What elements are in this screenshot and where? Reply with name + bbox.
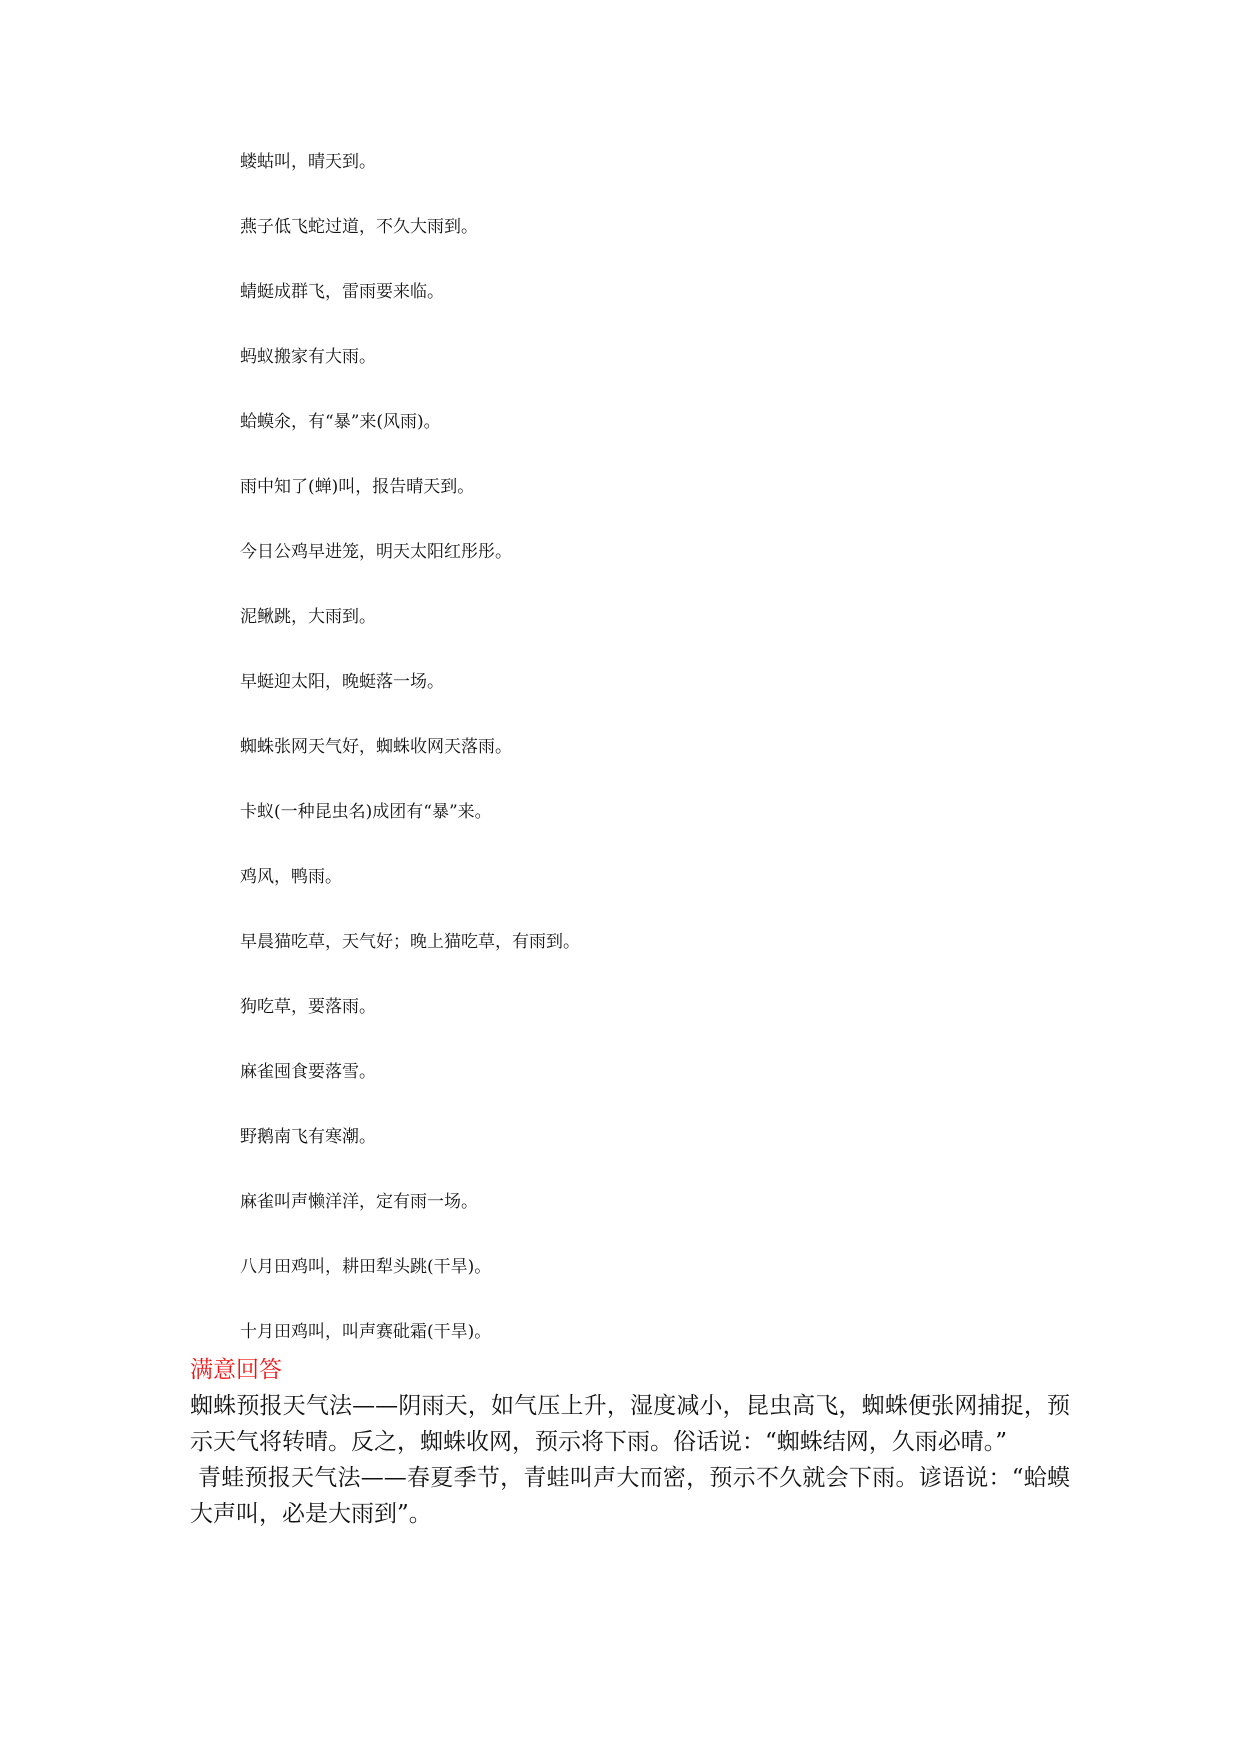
proverb-line: 鸡风，鸭雨。	[240, 867, 342, 887]
proverb-line: 麻雀囤食要落雪。	[240, 1062, 376, 1082]
proverb-line: 卡蚁(一种昆虫名)成团有“暴”来。	[240, 802, 492, 822]
proverb-line: 燕子低飞蛇过道，不久大雨到。	[240, 217, 478, 237]
frog-forecast-paragraph: 青蛙预报天气法——春夏季节，青蛙叫声大而密，预示不久就会下雨。谚语说：“蛤蟆大声叫，必是大雨到”。	[190, 1465, 1070, 1527]
best-answer-heading: 满意回答	[190, 1357, 282, 1383]
proverb-list	[240, 152, 1140, 1387]
proverb-line: 雨中知了(蝉)叫，报告晴天到。	[240, 477, 475, 497]
proverb-line: 八月田鸡叫，耕田犁头跳(干旱)。	[240, 1257, 492, 1277]
spider-forecast-paragraph: 蜘蛛预报天气法——阴雨天，如气压上升，湿度减小，昆虫高飞，蜘蛛便张网捕捉，预示天气将转晴。反之，蜘蛛收网，预示将下雨。俗话说：“蜘蛛结网，久雨必晴。”	[190, 1393, 1070, 1455]
proverb-line: 早晨猫吃草，天气好；晚上猫吃草，有雨到。	[240, 932, 580, 952]
proverb-line: 蚂蚁搬家有大雨。	[240, 347, 376, 367]
proverb-line: 早蜓迎太阳，晚蜓落一场。	[240, 672, 444, 692]
proverb-line: 蛤蟆氽，有“暴”来(风雨)。	[240, 412, 441, 432]
proverb-line: 蜘蛛张网天气好，蜘蛛收网天落雨。	[240, 737, 512, 757]
proverb-line: 十月田鸡叫，叫声赛砒霜(干旱)。	[240, 1322, 492, 1342]
proverb-line: 泥鳅跳，大雨到。	[240, 607, 376, 627]
proverb-line: 今日公鸡早进笼，明天太阳红彤彤。	[240, 542, 512, 562]
proverb-line: 麻雀叫声懒洋洋，定有雨一场。	[240, 1192, 478, 1212]
proverb-line: 蜻蜓成群飞，雷雨要来临。	[240, 282, 444, 302]
proverb-line: 狗吃草，要落雨。	[240, 997, 376, 1017]
proverb-line: 蝼蛄叫，晴天到。	[240, 152, 376, 172]
best-answer-section	[190, 1356, 1070, 1532]
proverb-line: 野鹅南飞有寒潮。	[240, 1127, 376, 1147]
